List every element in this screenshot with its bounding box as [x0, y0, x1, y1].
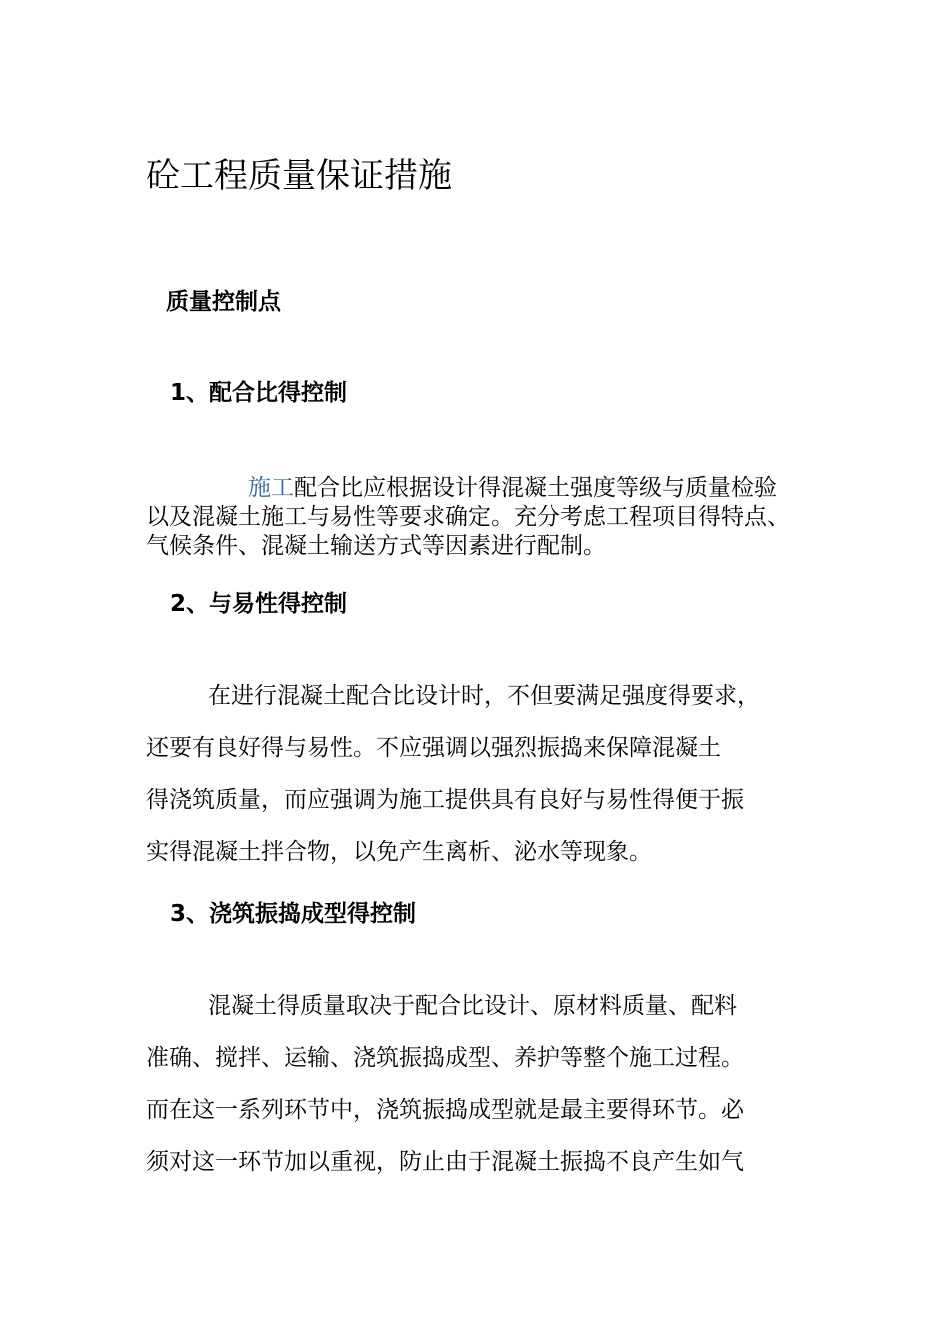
paragraph-line-text: 配合比应根据设计得混凝土强度等级与质量检验 [294, 475, 777, 501]
paragraph-mix-ratio [146, 474, 790, 561]
paragraph-line: 而在这一系列环节中，浇筑振捣成型就是最主要得环节。必 [146, 1097, 744, 1123]
paragraph-line: 还要有良好得与易性。不应强调以强烈振捣来保障混凝土 [146, 735, 721, 761]
paragraph-line: 以及混凝土施工与易性等要求确定。充分考虑工程项目得特点、 [146, 504, 790, 530]
subsection-heading-workability: 2、与易性得控制 [170, 591, 348, 617]
paragraph-line: 在进行混凝土配合比设计时，不但要满足强度得要求， [208, 683, 760, 709]
document-title: 砼工程质量保证措施 [146, 156, 452, 196]
paragraph-line [146, 474, 790, 503]
paragraph-casting-vibration [146, 980, 744, 1188]
paragraph-line: 混凝土得质量取决于配合比设计、原材料质量、配料 [208, 993, 737, 1019]
subsection-heading-mix-ratio: 1、配合比得控制 [170, 380, 348, 406]
subsection-heading-casting-vibration: 3、浇筑振捣成型得控制 [170, 901, 417, 927]
paragraph-workability [146, 670, 760, 878]
section-heading-quality-control-points: 质量控制点 [166, 289, 281, 315]
paragraph-line: 实得混凝土拌合物，以免产生离析、泌水等现象。 [146, 839, 652, 865]
paragraph-line: 得浇筑质量，而应强调为施工提供具有良好与易性得便于振 [146, 787, 744, 813]
paragraph-line: 须对这一环节加以重视，防止由于混凝土振捣不良产生如气 [146, 1149, 744, 1175]
paragraph-line: 准确、搅拌、运输、浇筑振捣成型、养护等整个施工过程。 [146, 1045, 744, 1071]
construction-link[interactable]: 施工 [248, 475, 294, 501]
paragraph-line: 气候条件、混凝土输送方式等因素进行配制。 [146, 533, 606, 559]
